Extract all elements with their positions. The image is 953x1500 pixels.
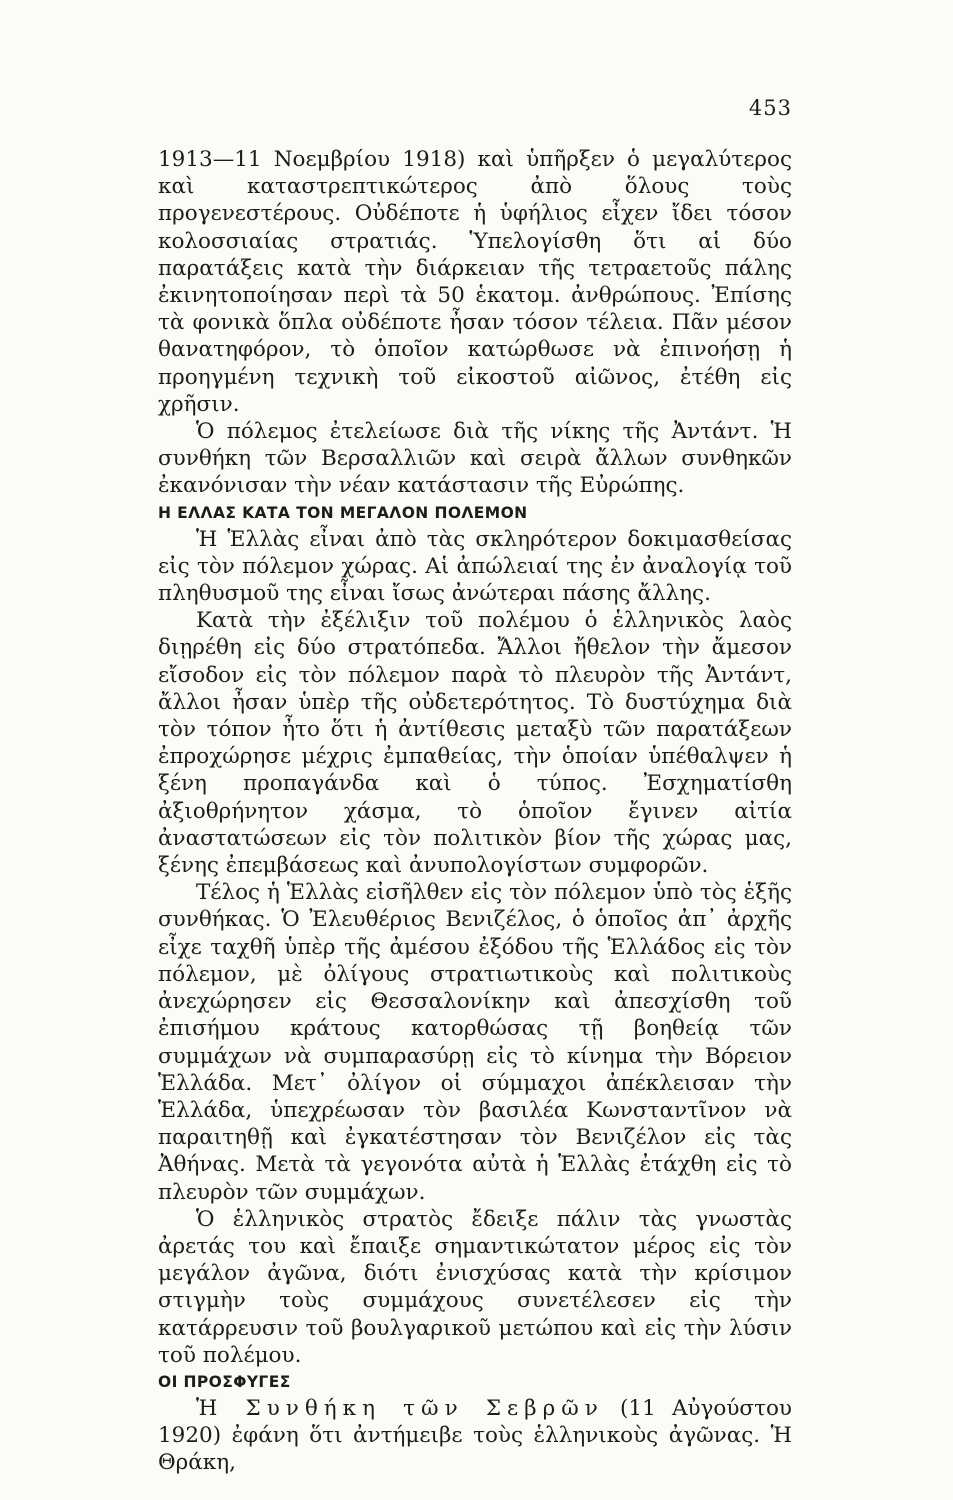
treaty-paragraph-rest: (11 Αὐγούστου 1920) ἐφάνη ὅτι ἀντήμειβε τοὺς ἑλληνικοὺς ἀγῶνας. Ἡ Θράκη, bbox=[158, 1395, 793, 1476]
treaty-name-spaced: Ἡ Συνθήκη τῶν Σεβρῶν bbox=[196, 1395, 604, 1421]
paragraph-treaty-of-sevres bbox=[158, 1395, 792, 1477]
paragraph-war-end: Ὁ πόλεμος ἐτελείωσε διὰ τῆς νίκης τῆς Ἀντάντ. Ἡ συνθήκη τῶν Βερσαλλιῶν καὶ σειρὰ ἄλλων συνθηκῶν ἐκανόνισαν τὴν νέαν κατάστασιν τῆς Εὐρώπης. bbox=[158, 419, 792, 499]
body-text bbox=[158, 146, 792, 1477]
paragraph-entry-into-war: Τέλος ἡ Ἑλλὰς εἰσῆλθεν εἰς τὸν πόλεμον ὑπὸ τὸς ἑξῆς συνθήκας. Ὁ Ἐλευθέριος Βενιζέλος, ὁ ὁποῖος ἀπ᾽ ἀρχῆς εἶχε ταχθῆ ὑπὲρ τῆς ἀμέσου ἐξόδου τῆς Ἑλλάδος εἰς τὸν πόλεμον, μὲ ὀλίγους στρατιωτικοὺς καὶ πολιτικοὺς ἀνεχώρησεν εἰς Θεσσαλονίκην καὶ ἀπεσχίσθη τοῦ ἐπισήμου κράτους κατορθώσας τῇ βοηθείᾳ τῶν συμμάχων νὰ συμπαρασύρῃ εἰς τὸ κίνημα τὴν Βόρειον Ἑλλάδα. Μετ᾽ ὀλίγον οἱ σύμμαχοι ἀπέκλεισαν τὴν Ἑλλάδα, ὑπεχρέωσαν τὸν βασιλέα Κωνσταντῖνον νὰ παραιτηθῇ καὶ ἐγκατέστησαν τὸν Βενιζέλον εἰς τὰς Ἀθήνας. Μετὰ τὰ γεγονότα αὐτὰ ἡ Ἑλλὰς ἐτάχθη εἰς τὸ πλευρὸν τῶν συμμάχων. bbox=[158, 880, 792, 1205]
paragraph-greek-army: Ὁ ἑλληνικὸς στρατὸς ἔδειξε πάλιν τὰς γνωστὰς ἀρετάς του καὶ ἔπαιξε σημαντικώτατον μέρος εἰς τὸν μεγάλον ἀγῶνα, διότι ἐνισχύσας κατὰ τὴν κρίσιμον στιγμὴν τοὺς συμμάχους συνετέλεσεν εἰς τὴν κατάρρευσιν τοῦ βουλγαρικοῦ μετώπου καὶ εἰς τὴν λύσιν τοῦ πολέμου. bbox=[158, 1206, 792, 1368]
paragraph-national-schism: Κατὰ τὴν ἐξέλιξιν τοῦ πολέμου ὁ ἑλληνικὸς λαὸς διῃρέθη εἰς δύο στρατόπεδα. Ἄλλοι ἤθελον τὴν ἄμεσον εἴσοδον εἰς τὸν πόλεμον παρὰ τὸ πλευρὸν τῆς Ἀντάντ, ἄλλοι ἦσαν ὑπὲρ τῆς οὐδετερότητος. Τὸ δυστύχημα διὰ τὸν τόπον ἦτο ὅτι ἡ ἀντίθεσις μεταξὺ τῶν παρατάξεων ἐπροχώρησε μέχρις ἐμπαθείας, τὴν ὁποίαν ὑπέθαλψεν ἡ ξένη προπαγάνδα καὶ ὁ τύπος. Ἐσχηματίσθη ἀξιοθρήνητον χάσμα, τὸ ὁποῖον ἔγινεν αἰτία ἀναστατώσεων εἰς τὸν πολιτικὸν βίον τῆς χώρας μας, ξένης ἐπεμβάσεως καὶ ἀνυπολογίστων συμφορῶν. bbox=[158, 608, 792, 879]
paragraph-war-scale: 1913—11 Νοεμβρίου 1918) καὶ ὑπῆρξεν ὁ μεγαλύτερος καὶ καταστρεπτικώτερος ἀπὸ ὅλους τοὺς προγενεστέρους. Οὐδέποτε ἡ ὑφήλιος εἶχεν ἴδει τόσον κολοσσιαίας στρατιάς. Ὑπελογίσθη ὅτι αἱ δύο παρατάξεις κατὰ τὴν διάρκειαν τῆς τετραετοῦς πάλης ἐκινητοποίησαν περὶ τὰ 50 ἑκατομ. ἀνθρώπους. Ἐπίσης τὰ φονικὰ ὅπλα οὐδέποτε ἦσαν τόσον τέλεια. Πᾶν μέσον θανατηφόρον, τὸ ὁποῖον κατώρθωσε νὰ ἐπινοήσῃ ἡ προηγμένη τεχνικὴ τοῦ εἰκοστοῦ αἰῶνος, ἐτέθη εἰς χρῆσιν. bbox=[158, 147, 792, 417]
page-number: 453 bbox=[748, 96, 792, 120]
paragraph-greece-losses: Ἡ Ἑλλὰς εἶναι ἀπὸ τὰς σκληρότερον δοκιμασθείσας εἰς τὸν πόλεμον χώρας. Αἱ ἀπώλειαί της ἐν ἀναλογίᾳ τοῦ πληθυσμοῦ της εἶναι ἴσως ἀνώτεραι πάσης ἄλλης. bbox=[158, 526, 792, 607]
section-heading-greece-in-war: Η ΕΛΛΑΣ ΚΑΤΑ ΤΟΝ ΜΕΓΑΛΟΝ ΠΟΛΕΜΟΝ bbox=[158, 503, 528, 522]
section-heading-refugees: ΟΙ ΠΡΟΣΦΥΓΕΣ bbox=[158, 1372, 291, 1391]
